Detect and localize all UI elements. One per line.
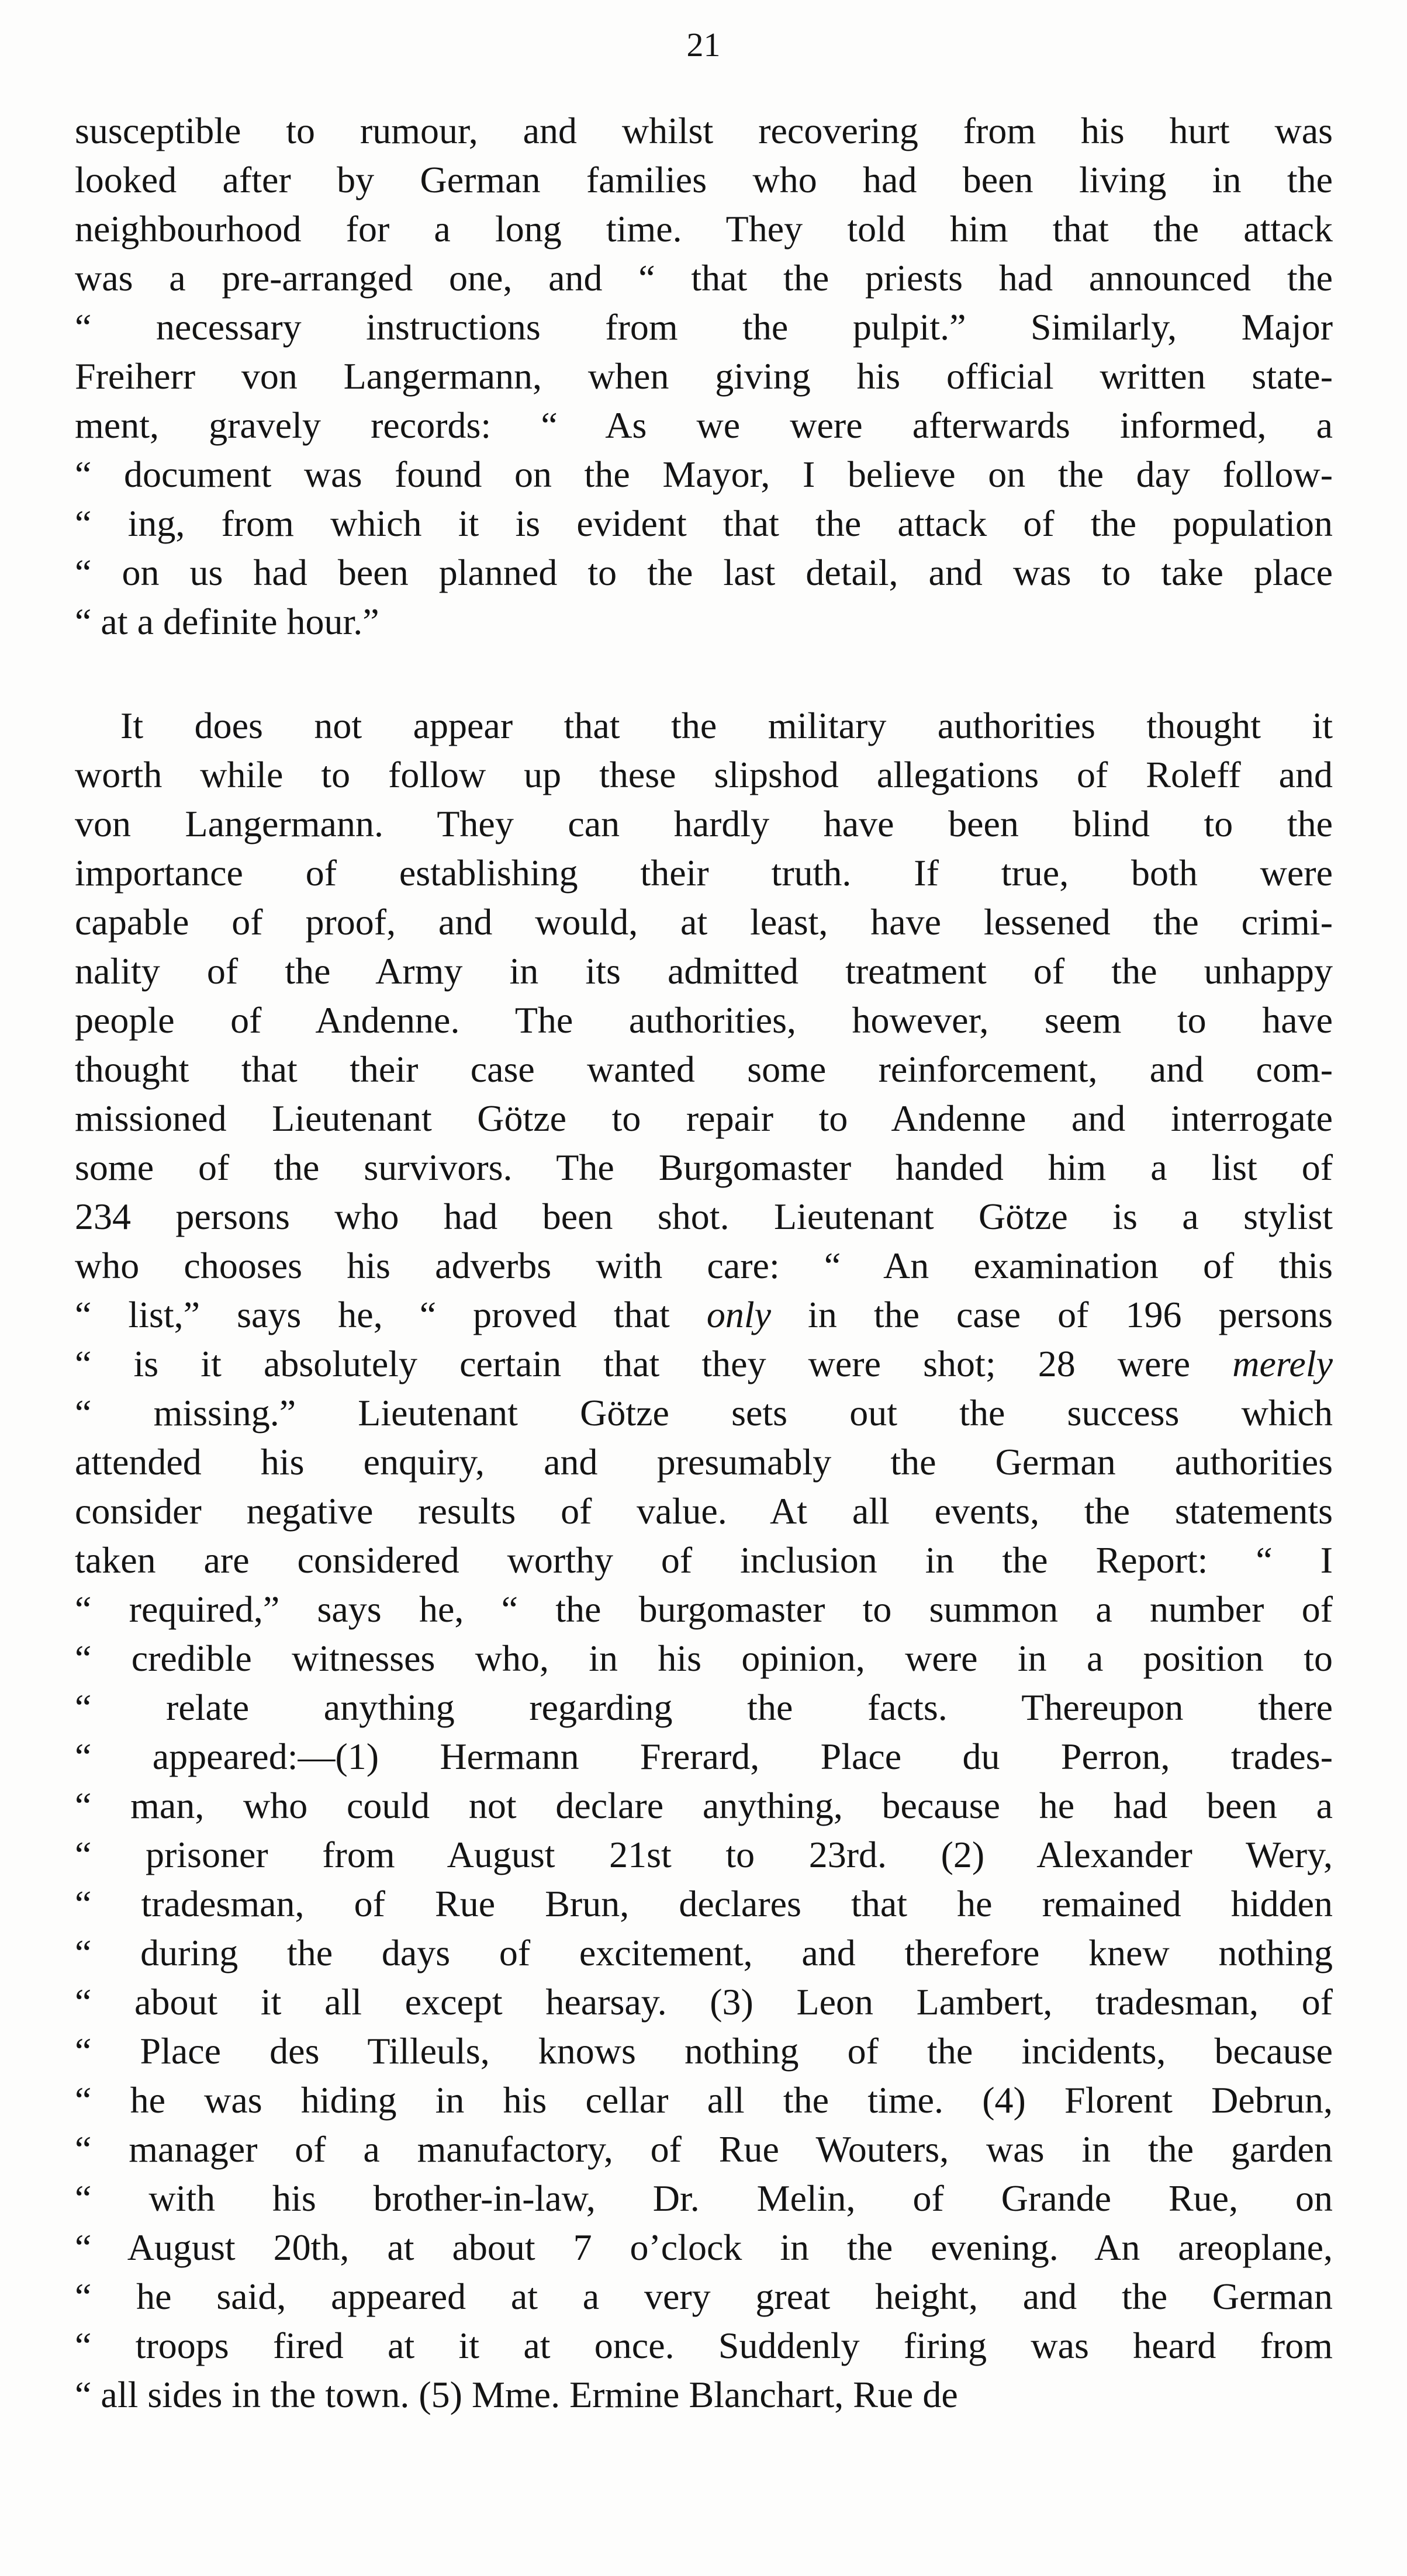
text-line: “ he was hiding in his cellar all the time. (4) Florent Debrun, (75, 2079, 1333, 2121)
text-line: ment, gravely records: “ As we were afterwards informed, a (75, 404, 1333, 446)
text-line: worth while to follow up these slipshod allegations of Roleff and (75, 754, 1333, 795)
text-line: taken are considered worthy of inclusion in the Report: “ I (75, 1539, 1333, 1581)
text-line: “ necessary instructions from the pulpit.” Similarly, Major (75, 306, 1333, 348)
text-line: “ he said, appeared at a very great height, and the German (75, 2276, 1333, 2317)
text-line: “ man, who could not declare anything, because he had been a (75, 1785, 1333, 1826)
text-line: “ Place des Tilleuls, knows nothing of the incidents, because (75, 2030, 1333, 2072)
text-line (75, 1339, 1333, 1389)
text-line: was a pre-arranged one, and “ that the priests had announced the (75, 257, 1333, 299)
text-line: “ troops fired at it at once. Suddenly firing was heard from (75, 2325, 1333, 2366)
paragraph-2 (75, 701, 1333, 2419)
text-line: importance of establishing their truth. If true, both were (75, 852, 1333, 894)
text-line: thought that their case wanted some reinforcement, and com- (75, 1048, 1333, 1090)
text-line: It does not appear that the military authorities thought it (120, 705, 1333, 746)
emphasized-word: merely (1232, 1343, 1333, 1384)
text-line: missioned Lieutenant Götze to repair to Andenne and interrogate (75, 1097, 1333, 1139)
text-line: who chooses his adverbs with care: “ An examination of this (75, 1245, 1333, 1286)
text-line: “ credible witnesses who, in his opinion, were in a position to (75, 1637, 1333, 1679)
text-line: consider negative results of value. At all events, the statements (75, 1490, 1333, 1532)
text-line: “ prisoner from August 21st to 23rd. (2) Alexander Wery, (75, 1834, 1333, 1875)
text-line: von Langermann. They can hardly have been blind to the (75, 803, 1333, 844)
text-line: attended his enquiry, and presumably the German authorities (75, 1441, 1333, 1483)
text-line: “ ing, from which it is evident that the attack of the population (75, 503, 1333, 544)
text-line: “ manager of a manufactory, of Rue Wouters, was in the garden (75, 2128, 1333, 2170)
text-line: “ about it all except hearsay. (3) Leon Lambert, tradesman, of (75, 1981, 1333, 2023)
text-line: “ required,” says he, “ the burgomaster to summon a number of (75, 1588, 1333, 1630)
text-line: “ on us had been planned to the last detail, and was to take place (75, 552, 1333, 593)
line-segment: “ is it absolutely certain that they were shot; 28 were (75, 1343, 1233, 1384)
emphasized-word: only (706, 1294, 772, 1335)
text-line: susceptible to rumour, and whilst recovering from his hurt was (75, 110, 1333, 151)
text-line: “ appeared:—(1) Hermann Frerard, Place du Perron, trades- (75, 1736, 1333, 1777)
text-line: Freiherr von Langermann, when giving his official written state- (75, 355, 1333, 397)
text-line: neighbourhood for a long time. They told him that the attack (75, 208, 1333, 250)
page-number: 21 (686, 26, 721, 64)
text-line (75, 1290, 1333, 1339)
line-segment: “ list,” says he, “ proved that (75, 1294, 707, 1335)
text-line: “ all sides in the town. (5) Mme. Ermine Blanchart, Rue de (75, 2374, 958, 2415)
text-line: “ at a definite hour.” (75, 601, 379, 642)
text-line: looked after by German families who had been living in the (75, 159, 1333, 200)
text-line: 234 persons who had been shot. Lieutenant Götze is a stylist (75, 1196, 1333, 1237)
text-line: “ tradesman, of Rue Brun, declares that he remained hidden (75, 1883, 1333, 1924)
text-line: people of Andenne. The authorities, however, seem to have (75, 999, 1333, 1041)
text-line: “ relate anything regarding the facts. Thereupon there (75, 1687, 1333, 1728)
line-segment: in the case of 196 persons (771, 1294, 1333, 1335)
text-line: capable of proof, and would, at least, have lessened the crimi- (75, 901, 1333, 943)
text-line: some of the survivors. The Burgomaster handed him a list of (75, 1147, 1333, 1188)
text-line: “ with his brother-in-law, Dr. Melin, of Grande Rue, on (75, 2177, 1333, 2219)
text-line: “ document was found on the Mayor, I believe on the day follow- (75, 453, 1333, 495)
text-line: “ missing.” Lieutenant Götze sets out the success which (75, 1392, 1333, 1434)
paragraph-1 (75, 106, 1333, 646)
text-line: “ August 20th, at about 7 o’clock in the evening. An areoplane, (75, 2227, 1333, 2268)
text-line: nality of the Army in its admitted treatment of the unhappy (75, 950, 1333, 992)
text-line: “ during the days of excitement, and therefore knew nothing (75, 1932, 1333, 1973)
